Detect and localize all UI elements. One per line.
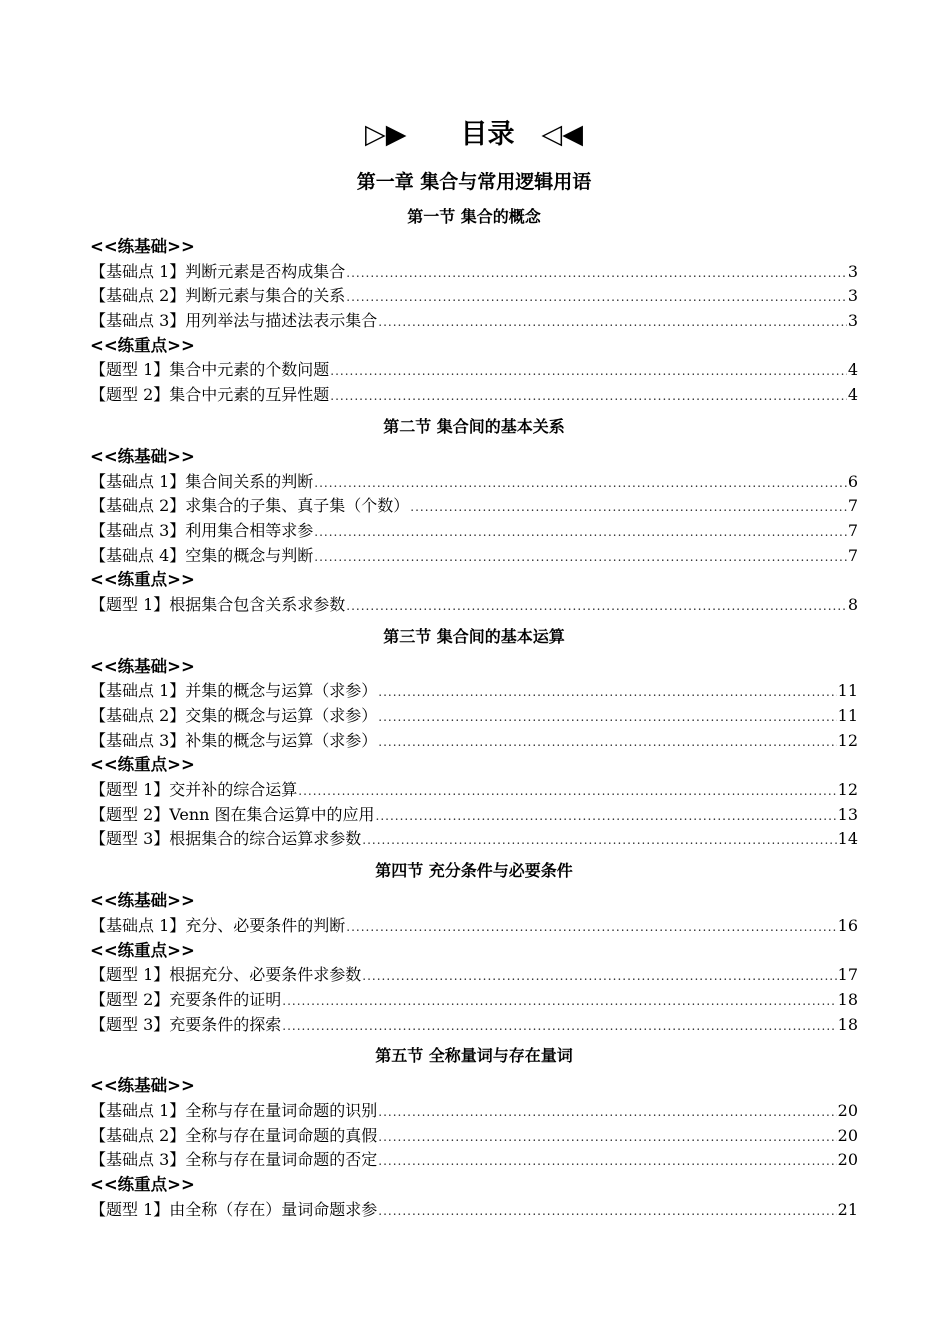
dot-leader — [346, 261, 847, 286]
toc-entry-page: 18 — [837, 989, 858, 1009]
toc-entry[interactable] — [90, 704, 858, 729]
group-label: <<练重点>> — [90, 1175, 195, 1194]
toc-entry[interactable] — [90, 1124, 858, 1149]
toc-section — [90, 198, 858, 408]
toc-entry-page: 6 — [847, 471, 858, 491]
toc-entry-page: 3 — [847, 311, 858, 331]
toc-entry-text: 【题型 3】充要条件的探索 — [90, 1014, 282, 1034]
dot-leader — [376, 804, 837, 829]
toc-entry-text: 【基础点 1】全称与存在量词命题的识别 — [90, 1100, 378, 1120]
dot-leader — [378, 730, 836, 755]
toc-entry-text: 【题型 2】充要条件的证明 — [90, 989, 282, 1009]
toc-entry-text: 【基础点 1】集合间关系的判断 — [90, 471, 314, 491]
toc-entry[interactable] — [90, 519, 858, 544]
toc-entry-page: 3 — [847, 261, 858, 281]
dot-leader — [378, 1149, 836, 1174]
toc-entry-page: 11 — [837, 681, 858, 701]
dot-leader — [378, 1100, 836, 1125]
group-label: <<练基础>> — [90, 656, 195, 676]
toc-entry-text: 【基础点 3】全称与存在量词命题的否定 — [90, 1150, 378, 1170]
toc-section — [90, 1037, 858, 1222]
toc-entry-text: 【基础点 3】用列举法与描述法表示集合 — [90, 311, 378, 331]
toc-entry[interactable] — [90, 309, 858, 334]
toc-entry-text: 【基础点 4】空集的概念与判断 — [90, 545, 314, 565]
toc-entry[interactable] — [90, 827, 858, 852]
toc-entry-page: 16 — [837, 915, 858, 935]
group-label: <<练基础>> — [90, 237, 195, 256]
toc-entry[interactable] — [90, 729, 858, 754]
toc-entry[interactable] — [90, 494, 858, 519]
dot-leader — [298, 779, 836, 804]
group-label: <<练基础>> — [90, 446, 195, 466]
toc-entry-text: 【题型 1】根据充分、必要条件求参数 — [90, 965, 362, 985]
section-title: 第五节 全称量词与存在量词 — [375, 1046, 573, 1066]
toc-entry-page: 7 — [847, 545, 858, 565]
chapter-title: 第一章 集合与常用逻辑用语 — [356, 171, 592, 193]
toc-entry-text: 【基础点 2】交集的概念与运算（求参） — [90, 706, 378, 725]
toc-entry-text: 【基础点 2】判断元素与集合的关系 — [90, 286, 346, 306]
toc-section — [90, 618, 858, 853]
toc-entry[interactable] — [90, 1148, 858, 1173]
group-label: <<练基础>> — [90, 891, 195, 911]
toc-entry-page: 18 — [837, 1014, 858, 1034]
toc-entry-page: 12 — [837, 730, 858, 750]
dot-leader — [378, 1199, 836, 1224]
toc-entry[interactable] — [90, 963, 858, 988]
toc-entry-page: 20 — [837, 1125, 858, 1145]
toc-entry[interactable] — [90, 544, 858, 569]
toc-entry-text: 【基础点 3】补集的概念与运算（求参） — [90, 730, 378, 750]
toc-entry[interactable] — [90, 470, 858, 495]
toc-entry-text: 【题型 2】集合中元素的互异性题 — [90, 385, 330, 405]
dot-leader — [362, 964, 836, 989]
dot-leader — [314, 471, 847, 496]
dot-leader — [314, 520, 847, 545]
toc-entry-page: 8 — [847, 594, 858, 614]
dot-leader — [346, 285, 847, 310]
toc-entry[interactable] — [90, 914, 858, 939]
toc-entry[interactable] — [90, 1013, 858, 1038]
dot-leader — [346, 594, 847, 619]
dot-leader — [378, 705, 836, 730]
dot-leader — [282, 1014, 836, 1039]
toc-entry-page: 4 — [847, 360, 858, 380]
section-title: 第三节 集合间的基本运算 — [383, 626, 565, 646]
table-of-contents — [90, 112, 858, 1222]
dot-leader — [282, 989, 836, 1014]
dot-leader — [378, 680, 836, 705]
toc-entry-page: 20 — [837, 1150, 858, 1170]
dot-leader — [330, 359, 847, 384]
toc-entry-page: 12 — [837, 780, 858, 800]
group-label: <<练重点>> — [90, 755, 195, 775]
toc-entry-text: 【题型 1】交并补的综合运算 — [90, 780, 298, 800]
toc-section — [90, 852, 858, 1037]
toc-sections — [90, 198, 858, 1222]
toc-entry-text: 【题型 3】根据集合的综合运算求参数 — [90, 829, 362, 849]
toc-entry-page: 21 — [837, 1199, 858, 1219]
toc-entry[interactable] — [90, 679, 858, 704]
group-label: <<练重点>> — [90, 940, 195, 960]
toc-entry[interactable] — [90, 803, 858, 828]
toc-entry[interactable] — [90, 260, 858, 285]
section-title: 第四节 充分条件与必要条件 — [375, 861, 573, 881]
toc-entry[interactable] — [90, 778, 858, 803]
group-label: <<练基础>> — [90, 1076, 195, 1096]
toc-entry-text: 【基础点 2】求集合的子集、真子集（个数） — [90, 496, 410, 516]
toc-entry-text: 【题型 2】Venn 图在集合运算中的应用 — [90, 804, 375, 824]
toc-entry-page: 14 — [837, 829, 858, 849]
toc-entry-page: 3 — [847, 286, 858, 306]
group-label: <<练重点>> — [90, 570, 195, 590]
toc-entry-page: 7 — [847, 496, 858, 516]
toc-entry-page: 4 — [847, 385, 858, 405]
dot-leader — [314, 545, 847, 570]
toc-entry-text: 【基础点 1】判断元素是否构成集合 — [90, 261, 346, 281]
section-title: 第二节 集合间的基本关系 — [383, 416, 565, 436]
toc-entry-text: 【基础点 1】充分、必要条件的判断 — [90, 915, 346, 935]
toc-entry-text: 【题型 1】由全称（存在）量词命题求参 — [90, 1199, 378, 1219]
dot-leader — [346, 915, 836, 940]
group-label: <<练重点>> — [90, 335, 195, 355]
toc-entry[interactable] — [90, 1198, 858, 1223]
toc-entry-text: 【题型 1】集合中元素的个数问题 — [90, 360, 330, 380]
toc-entry[interactable] — [90, 383, 858, 408]
toc-title: ▷▶ 目录 ◁◀ — [364, 119, 584, 150]
dot-leader — [410, 495, 847, 520]
toc-entry-text: 【基础点 1】并集的概念与运算（求参） — [90, 681, 378, 701]
toc-section — [90, 408, 858, 618]
dot-leader — [378, 1125, 836, 1150]
toc-entry-page: 11 — [837, 706, 858, 725]
toc-entry[interactable] — [90, 988, 858, 1013]
toc-entry-page: 7 — [847, 520, 858, 540]
dot-leader — [362, 828, 836, 853]
toc-entry-text: 【基础点 3】利用集合相等求参 — [90, 520, 314, 540]
dot-leader — [378, 310, 847, 335]
toc-entry[interactable] — [90, 358, 858, 383]
toc-entry-page: 13 — [837, 804, 858, 824]
toc-entry-text: 【题型 1】根据集合包含关系求参数 — [90, 594, 346, 614]
section-title: 第一节 集合的概念 — [407, 207, 541, 226]
dot-leader — [330, 384, 847, 409]
toc-entry[interactable] — [90, 284, 858, 309]
toc-entry-page: 17 — [837, 965, 858, 985]
toc-entry-text: 【基础点 2】全称与存在量词命题的真假 — [90, 1125, 378, 1145]
toc-entry-page: 20 — [837, 1100, 858, 1120]
toc-entry[interactable] — [90, 1099, 858, 1124]
toc-entry[interactable] — [90, 593, 858, 618]
